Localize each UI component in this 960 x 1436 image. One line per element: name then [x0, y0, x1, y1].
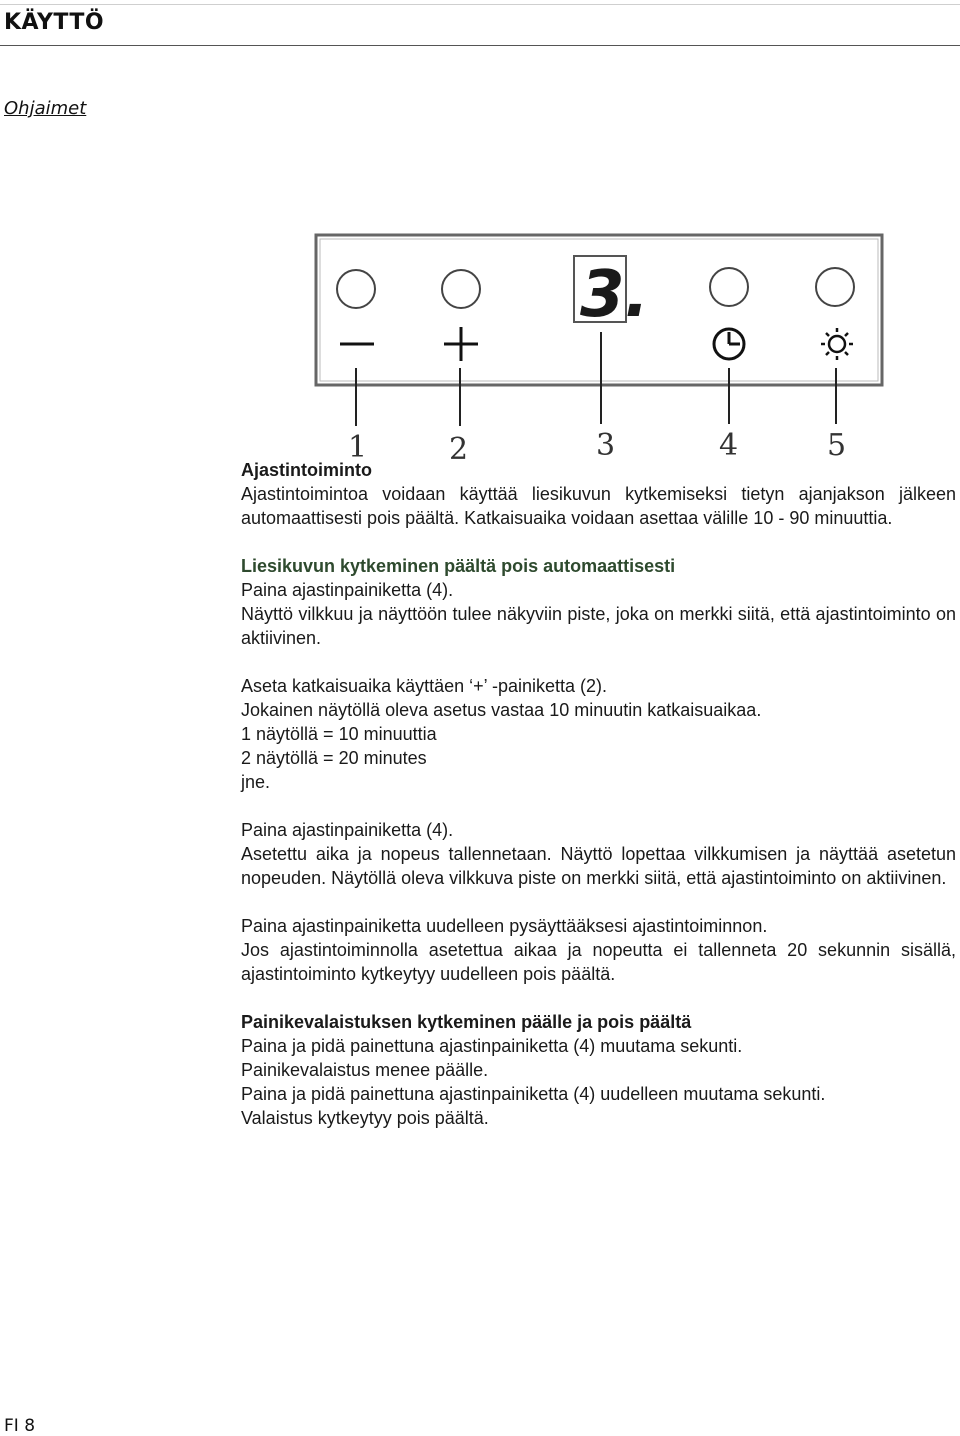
- page-title: KÄYTTÖ: [4, 10, 105, 35]
- confirm-line-1: Paina ajastinpainiketta (4).: [241, 820, 454, 840]
- confirm-line-2: Asetettu aika ja nopeus tallennetaan. Näyttö lopettaa vilkkumisen ja näyttää asetetun nopeuden. Näytöllä oleva vilkkuva piste on merkki siitä, että ajastintoiminto on aktiivinen.: [241, 844, 956, 888]
- main-content: [241, 458, 956, 1130]
- set-line-2: Jokainen näytöllä oleva asetus vastaa 10 minuutin katkaisuaikaa.: [241, 700, 762, 720]
- header-bar: [0, 4, 960, 46]
- section-subtitle: Ohjaimet: [4, 98, 87, 119]
- stop-line-1: Paina ajastinpainiketta uudelleen pysäyttääksesi ajastintoiminnon.: [241, 916, 768, 936]
- callout-label-4: 4: [719, 428, 739, 463]
- callout-label-2: 2: [449, 432, 469, 467]
- auto-off-title: Liesikuvun kytkeminen päältä pois automaattisesti: [241, 556, 676, 576]
- stop-line-2: Jos ajastintoiminnolla asetettua aikaa ja nopeutta ei tallenneta 20 sekunnin sisällä, ajastintoiminto kytkeytyy uudelleen pois päältä.: [241, 940, 956, 984]
- backlight-line-4: Valaistus kytkeytyy pois päältä.: [241, 1108, 489, 1128]
- page-number: FI 8: [4, 1416, 36, 1436]
- callout-label-3: 3: [596, 428, 616, 463]
- auto-off-step-2: Näyttö vilkkuu ja näyttöön tulee näkyviin piste, joka on merkki siitä, että ajastintoiminto on aktiivinen.: [241, 604, 956, 648]
- control-panel-diagram: [310, 228, 890, 468]
- callout-label-5: 5: [827, 428, 847, 463]
- set-line-3: 1 näytöllä = 10 minuuttia: [241, 724, 437, 744]
- set-line-4: 2 näytöllä = 20 minutes: [241, 748, 427, 768]
- timer-intro: Ajastintoimintoa voidaan käyttää liesikuvun kytkemiseksi tietyn ajanjakson jälkeen automaattisesti pois päältä. Katkaisuaika voidaan asettaa välille 10 - 90 minuuttia.: [241, 484, 956, 528]
- backlight-title: Painikevalaistuksen kytkeminen päälle ja pois päältä: [241, 1012, 692, 1032]
- timer-title: Ajastintoiminto: [241, 460, 372, 480]
- set-line-1: Aseta katkaisuaika käyttäen ‘+’ -painiketta (2).: [241, 676, 608, 696]
- backlight-line-2: Painikevalaistus menee päälle.: [241, 1060, 489, 1080]
- backlight-line-3: Paina ja pidä painettuna ajastinpainiketta (4) uudelleen muutama sekunti.: [241, 1084, 826, 1104]
- backlight-line-1: Paina ja pidä painettuna ajastinpainiketta (4) muutama sekunti.: [241, 1036, 743, 1056]
- display-digit: 3.: [580, 258, 649, 332]
- set-line-5: jne.: [241, 772, 271, 792]
- callout-label-1: 1: [348, 430, 368, 465]
- auto-off-step-1: Paina ajastinpainiketta (4).: [241, 580, 454, 600]
